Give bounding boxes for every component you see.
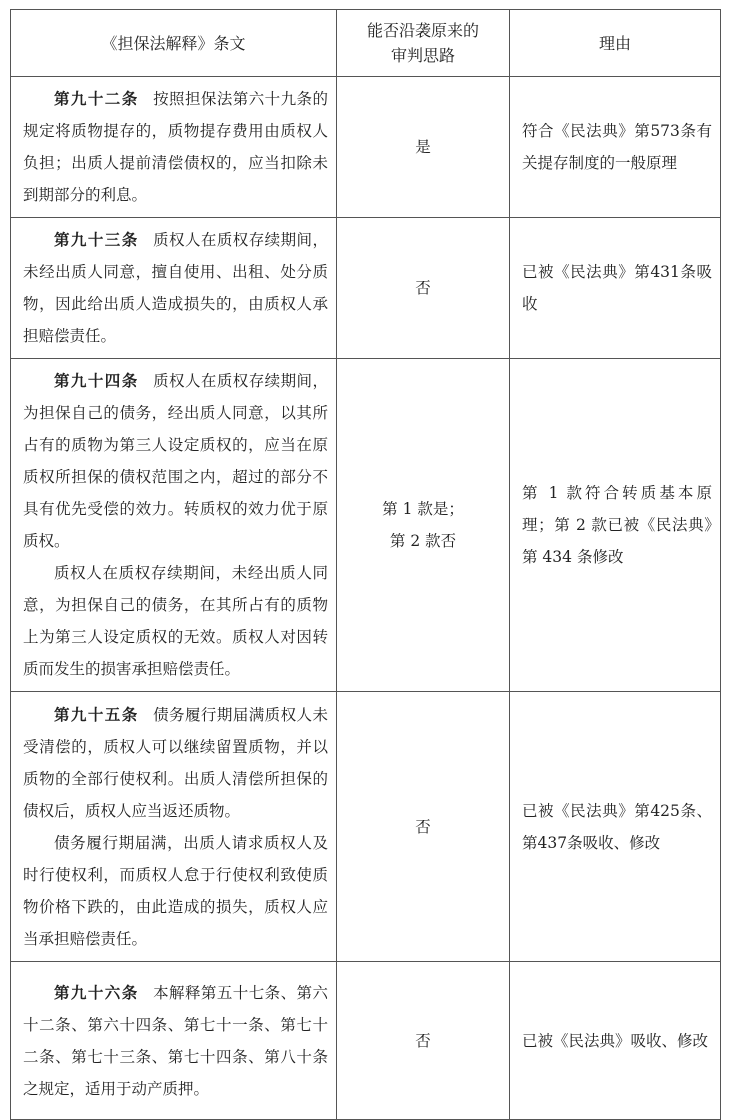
answer-cell xyxy=(337,692,510,962)
article-paragraph xyxy=(23,83,328,211)
answer-text: 是 xyxy=(415,138,431,156)
reason-cell: 已被《民法典》第425条、第437条吸收、修改 xyxy=(510,692,721,962)
article-number: 第九十四条 xyxy=(54,372,139,390)
article-cell xyxy=(11,962,337,1120)
table-row xyxy=(11,962,721,1120)
answer-text: 否 xyxy=(415,1031,431,1050)
header-continuity-line1: 能否沿袭原来的 xyxy=(366,21,479,40)
answer-text: 第 2 款否 xyxy=(389,532,457,550)
article-number: 第九十二条 xyxy=(54,90,139,108)
header-row xyxy=(11,10,721,77)
article-paragraph: 质权人在质权存续期间，未经出质人同意，为担保自己的债务，在其所占有的质物上为第三人设定质权的无效。质权人对因转质而发生的损害承担赔偿责任。 xyxy=(23,564,328,678)
article-text: 债务履行期届满质权人未受清偿的，质权人可以继续留置质物，并以质物的全部行使权利。出质人清偿所担保的债权后，质权人应当返还质物。 xyxy=(23,705,328,820)
reason-cell: 已被《民法典》第431条吸收 xyxy=(510,218,721,359)
header-continuity-line2: 审判思路 xyxy=(390,46,455,65)
reason-cell: 已被《民法典》吸收、修改 xyxy=(510,962,721,1120)
comparison-table xyxy=(10,9,721,1120)
article-number: 第九十三条 xyxy=(54,231,139,249)
header-reason: 理由 xyxy=(510,10,721,77)
table-row xyxy=(11,218,721,359)
article-cell xyxy=(11,218,337,359)
article-number: 第九十五条 xyxy=(54,705,139,724)
article-text: 质权人在质权存续期间，未经出质人同意，擅自使用、出租、处分质物，因此给出质人造成损失的，由质权人承担赔偿责任。 xyxy=(23,231,328,345)
article-cell xyxy=(11,77,337,218)
header-continuity xyxy=(337,10,510,77)
answer-cell xyxy=(337,77,510,218)
article-paragraph xyxy=(23,365,328,557)
table-row xyxy=(11,692,721,962)
article-paragraph xyxy=(23,977,328,1105)
table-row xyxy=(11,359,721,692)
article-paragraph: 债务履行期届满，出质人请求质权人及时行使权利，而质权人怠于行使权利致使质物价格下跌的，由此造成的损失，质权人应当承担赔偿责任。 xyxy=(23,833,328,948)
answer-cell xyxy=(337,218,510,359)
article-text: 本解释第五十七条、第六十二条、第六十四条、第七十一条、第七十二条、第七十三条、第七十四条、第八十条之规定，适用于动产质押。 xyxy=(23,983,328,1098)
article-cell xyxy=(11,692,337,962)
answer-text: 第 1 款是； xyxy=(382,500,464,518)
article-text: 按照担保法第六十九条的规定将质物提存的，质物提存费用由质权人负担；出质人提前清偿债权的，应当扣除未到期部分的利息。 xyxy=(23,90,328,204)
answer-text: 否 xyxy=(415,817,431,836)
article-text: 质权人在质权存续期间，为担保自己的债务，经出质人同意，以其所占有的质物为第三人设定质权的，应当在原质权所担保的债权范围之内，超过的部分不具有优先受偿的效力。转质权的效力优于原质权。 xyxy=(23,372,328,550)
article-number: 第九十六条 xyxy=(54,983,139,1002)
article-paragraph xyxy=(23,699,328,827)
table-row xyxy=(11,77,721,218)
reason-cell: 符合《民法典》第573条有关提存制度的一般原理 xyxy=(510,77,721,218)
answer-cell xyxy=(337,962,510,1120)
header-article: 《担保法解释》条文 xyxy=(11,10,337,77)
answer-text: 否 xyxy=(415,279,431,297)
reason-cell: 第 1 款符合转质基本原理；第 2 款已被《民法典》第 434 条修改 xyxy=(510,359,721,692)
article-paragraph xyxy=(23,224,328,352)
article-cell xyxy=(11,359,337,692)
answer-cell xyxy=(337,359,510,692)
